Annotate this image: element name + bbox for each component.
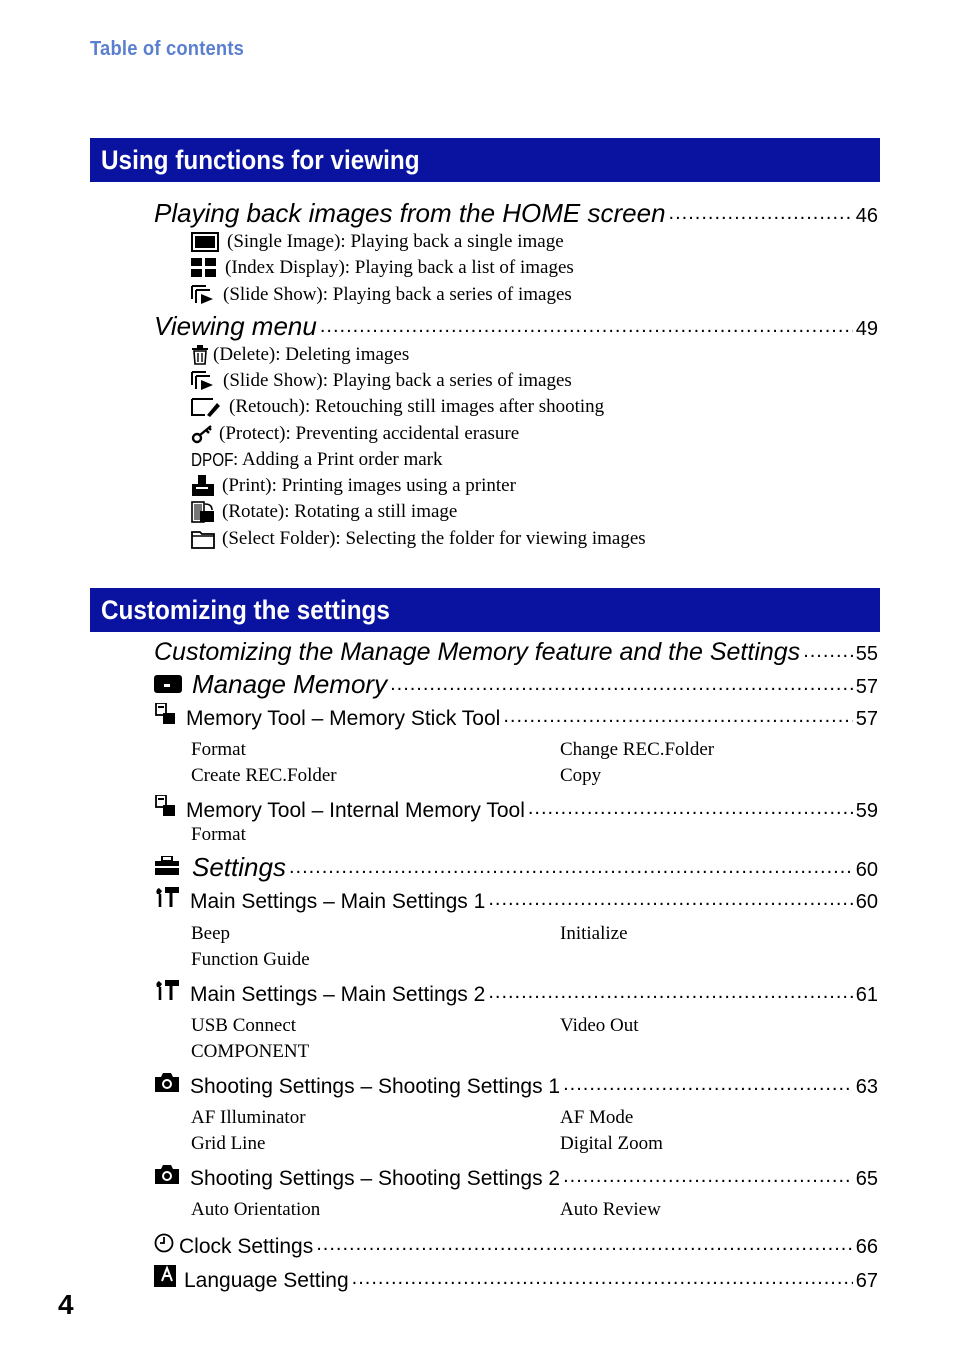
toc-entry-shooting-settings-2[interactable]	[154, 1163, 878, 1191]
toc-subitem	[191, 370, 572, 392]
toc-entry-title: Clock Settings	[179, 1235, 314, 1258]
toc-entry-language-setting[interactable]	[154, 1265, 878, 1293]
toc-item-pair	[191, 765, 602, 787]
toc-entry-main-settings-1[interactable]	[154, 886, 878, 914]
subitem-text: (Protect): Preventing accidental erasure	[219, 423, 520, 444]
toc-entry-title: Memory Tool – Memory Stick Tool	[186, 707, 501, 730]
toc-entry-title: Playing back images from the HOME screen	[154, 198, 666, 228]
toc-subitem	[191, 231, 564, 253]
toc-page-number: 60	[855, 891, 878, 913]
toc-page-number: 57	[855, 708, 878, 730]
toc-item-pair	[191, 923, 628, 945]
memory-tool-icon	[154, 795, 176, 817]
memory-tool-icon	[154, 703, 176, 725]
subitem-text: (Delete): Deleting images	[213, 344, 410, 365]
toc-subitem	[191, 475, 516, 497]
camera-icon	[154, 1163, 180, 1185]
toc-item-pair	[191, 949, 310, 971]
slide-show-icon	[191, 371, 215, 391]
toc-subitem	[191, 423, 519, 445]
subitem-text: (Slide Show): Playing back a series of images	[223, 284, 572, 305]
toc-entry-title: Memory Tool – Internal Memory Tool	[186, 799, 525, 822]
toc-item-pair	[191, 1041, 309, 1063]
toc-entry-title: Customizing the Manage Memory feature and the Settings	[154, 638, 801, 666]
toc-entry-main-settings-2[interactable]	[154, 979, 878, 1007]
leader-dots	[390, 677, 853, 693]
toc-entry-title: Main Settings – Main Settings 2	[190, 983, 486, 1006]
toc-subitem	[191, 257, 574, 279]
toolbox-icon	[154, 856, 180, 876]
toc-page-number: 61	[855, 984, 878, 1006]
leader-dots	[563, 1169, 853, 1185]
rotate-icon	[191, 501, 215, 523]
toc-item: COMPONENT	[191, 1041, 310, 1062]
leader-dots	[563, 1077, 853, 1093]
language-icon	[154, 1265, 176, 1287]
toc-item-pair	[191, 824, 246, 846]
table-of-contents-link[interactable]: Table of contents	[90, 38, 245, 60]
toc-page-number: 66	[855, 1236, 878, 1258]
toc-item: Grid Line	[191, 1133, 266, 1154]
toc-entry-title: Settings	[192, 852, 286, 882]
section-banner-settings	[90, 588, 880, 632]
toc-item: AF Mode	[560, 1107, 634, 1128]
toc-page-number: 57	[855, 676, 878, 698]
subitem-text: (Select Folder): Selecting the folder for viewing images	[222, 528, 646, 549]
toc-page-number: 55	[855, 643, 878, 665]
toc-entry-internal-memory-tool[interactable]	[154, 795, 878, 823]
subitem-text: (Slide Show): Playing back a series of images	[223, 370, 572, 391]
wrench-hammer-icon	[154, 979, 180, 1001]
clock-icon	[154, 1233, 174, 1253]
section-title: Customizing the settings	[101, 595, 390, 625]
leader-dots	[803, 644, 853, 660]
toc-entry-title: Manage Memory	[192, 669, 388, 699]
toc-page-number: 63	[855, 1076, 878, 1098]
folder-icon	[191, 529, 215, 549]
toc-page-number: 59	[855, 800, 878, 822]
leader-dots	[316, 1237, 853, 1253]
toc-subitem	[191, 284, 572, 306]
page-number: 4	[58, 1289, 74, 1320]
leader-dots	[352, 1271, 853, 1287]
toc-item: Auto Review	[560, 1199, 661, 1220]
toc-item: Auto Orientation	[191, 1199, 321, 1220]
toc-entry-customizing[interactable]	[154, 638, 878, 667]
toc-item: Format	[191, 739, 246, 760]
toc-page-number: 49	[855, 318, 878, 340]
toc-item-pair	[191, 1107, 634, 1129]
toc-entry-settings[interactable]	[154, 852, 878, 883]
toc-item: Initialize	[560, 923, 628, 944]
toc-subitem	[191, 344, 409, 366]
trash-icon	[191, 345, 209, 365]
leader-dots	[488, 892, 852, 908]
leader-dots	[528, 801, 853, 817]
toc-item: Digital Zoom	[560, 1133, 663, 1154]
toc-subitem	[191, 396, 604, 418]
dpof-label: DPOF	[191, 449, 234, 470]
toc-subitem	[191, 528, 646, 550]
retouch-icon	[191, 397, 221, 417]
toc-entry-playback[interactable]	[154, 198, 878, 229]
toc-subitem	[191, 449, 443, 471]
toc-entry-title: Language Setting	[184, 1269, 349, 1292]
toc-subitem	[191, 501, 457, 523]
toc-entry-manage-memory[interactable]	[154, 669, 878, 700]
toc-item-pair	[191, 739, 715, 761]
toc-entry-title: Shooting Settings – Shooting Settings 2	[190, 1167, 561, 1190]
toc-item: Create REC.Folder	[191, 765, 337, 786]
slide-show-icon	[191, 285, 215, 305]
toc-item: Video Out	[560, 1015, 639, 1036]
toc-entry-shooting-settings-1[interactable]	[154, 1071, 878, 1099]
leader-dots	[488, 985, 852, 1001]
print-icon	[191, 475, 215, 497]
leader-dots	[289, 860, 853, 876]
toc-entry-viewing-menu[interactable]	[154, 311, 878, 342]
subitem-text: (Rotate): Rotating a still image	[222, 501, 458, 522]
toc-item: Beep	[191, 923, 231, 944]
toc-item: Format	[191, 824, 246, 845]
leader-dots	[320, 319, 853, 335]
section-title: Using functions for viewing	[101, 145, 420, 175]
toc-item-pair	[191, 1015, 639, 1037]
toc-item: Copy	[560, 765, 602, 786]
toc-entry-clock-settings[interactable]	[154, 1233, 878, 1259]
toc-item: AF Illuminator	[191, 1107, 306, 1128]
wrench-hammer-icon	[154, 886, 180, 908]
toc-page-number: 67	[855, 1270, 878, 1292]
index-display-icon	[191, 258, 217, 278]
toc-entry-title: Shooting Settings – Shooting Settings 1	[190, 1075, 561, 1098]
toc-item: Change REC.Folder	[560, 739, 715, 760]
camera-icon	[154, 1071, 180, 1093]
toc-page-number: 60	[855, 859, 878, 881]
toc-page-number: 65	[855, 1168, 878, 1190]
toc-item-pair	[191, 1199, 661, 1221]
subitem-text: (Retouch): Retouching still images after shooting	[229, 396, 605, 417]
toc-item-pair	[191, 1133, 663, 1155]
subitem-text: (Index Display): Playing back a list of images	[225, 257, 574, 278]
leader-dots	[669, 206, 853, 222]
leader-dots	[503, 709, 852, 725]
subitem-text: (Print): Printing images using a printer	[222, 475, 516, 496]
toc-entry-memory-stick-tool[interactable]	[154, 703, 878, 731]
key-icon	[191, 424, 213, 444]
toc-item: Function Guide	[191, 949, 310, 970]
toc-item: USB Connect	[191, 1015, 297, 1036]
toc-page-number: 46	[855, 205, 878, 227]
section-banner-viewing	[90, 138, 880, 182]
single-image-icon	[191, 232, 219, 252]
toc-entry-title: Main Settings – Main Settings 1	[190, 890, 486, 913]
toc-entry-title: Viewing menu	[154, 311, 317, 341]
memory-card-icon	[154, 675, 182, 693]
subitem-text: : Adding a Print order mark	[233, 449, 443, 470]
subitem-text: (Single Image): Playing back a single image	[227, 231, 564, 252]
